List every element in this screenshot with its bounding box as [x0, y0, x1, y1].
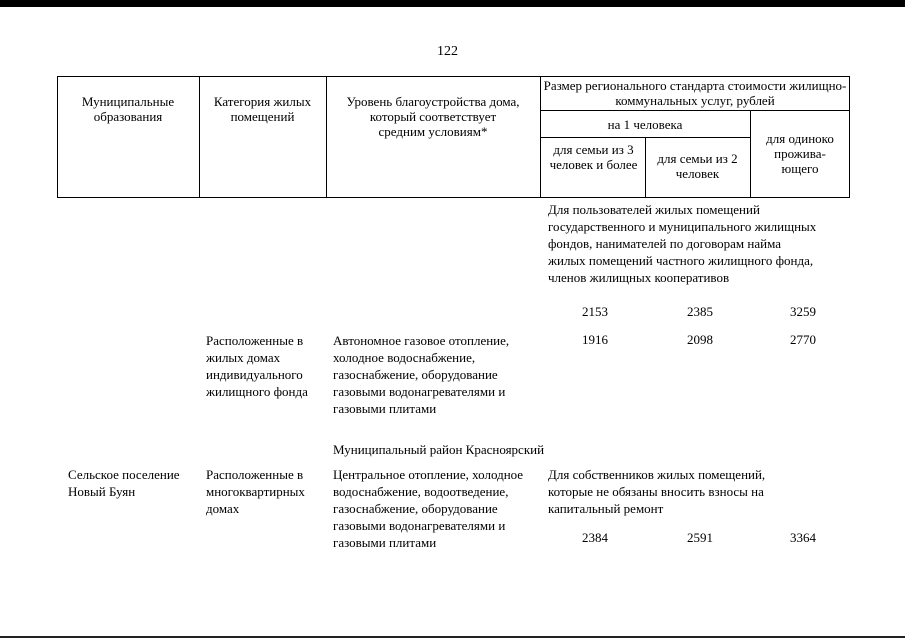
header-single: для одиноко прожива-ющего	[766, 131, 834, 176]
col-line-1	[199, 76, 200, 198]
row3-value-single: 3364	[790, 530, 816, 545]
district-heading: Муниципальный район Красноярский	[333, 442, 545, 457]
row1-note: Для пользователей жилых помещений государственного и муниципального жилищных фондов, нанимателей по договорам найма жилых помещений частного жилищного фонда, членов жилищных кооперативов	[548, 202, 817, 285]
header-comfort-level: Уровень благоустройства дома, который соответствует средним условиям*	[346, 94, 520, 139]
col-line-6	[849, 76, 850, 198]
header-standard-size: Размер регионального стандарта стоимости жилищно-коммунальных услуг, рублей	[543, 78, 847, 108]
row3-value-family3: 2384	[582, 530, 608, 545]
row1-value-family2: 2385	[687, 304, 713, 319]
row2-category: Расположенные в жилых домах индивидуального жилищного фонда	[206, 333, 308, 399]
row1-value-single: 3259	[790, 304, 816, 319]
col-line-2	[326, 76, 327, 198]
row2-value-single: 2770	[790, 332, 816, 347]
row3-category: Расположенные в многоквартирных домах	[206, 467, 305, 516]
header-municipalities: Муниципальные образования	[81, 94, 175, 124]
bottom-border	[0, 636, 905, 638]
col-line-0	[57, 76, 58, 198]
size-group-divider	[540, 110, 850, 111]
header-category: Категория жилых помещений	[213, 94, 312, 124]
row2-value-family2: 2098	[687, 332, 713, 347]
table-top-line	[57, 76, 850, 77]
col-line-5	[750, 110, 751, 198]
header-family-3: для семьи из 3 человек и более	[549, 142, 638, 172]
row3-municipality: Сельское поселение Новый Буян	[68, 467, 180, 499]
row3-comfort-level: Центральное отопление, холодное водоснабжение, водоотведение, газоснабжение, оборудование газовыми водонагревателями и газовыми плитами	[333, 467, 524, 550]
header-per-person: на 1 человека	[607, 117, 683, 132]
row2-value-family3: 1916	[582, 332, 608, 347]
table-header-bottom-line	[57, 197, 850, 198]
header-family-2: для семьи из 2 человек	[657, 151, 738, 181]
row3-note: Для собственников жилых помещений, которые не обязаны вносить взносы на капитальный ремонт	[548, 467, 766, 516]
col-line-3	[540, 76, 541, 198]
top-border	[0, 0, 905, 7]
row2-comfort-level: Автономное газовое отопление, холодное водоснабжение, газоснабжение, оборудование газовыми водонагревателями и газовыми плитами	[333, 333, 510, 416]
col-line-4	[645, 137, 646, 198]
page-number: 122	[437, 44, 458, 59]
row1-value-family3: 2153	[582, 304, 608, 319]
row3-value-family2: 2591	[687, 530, 713, 545]
